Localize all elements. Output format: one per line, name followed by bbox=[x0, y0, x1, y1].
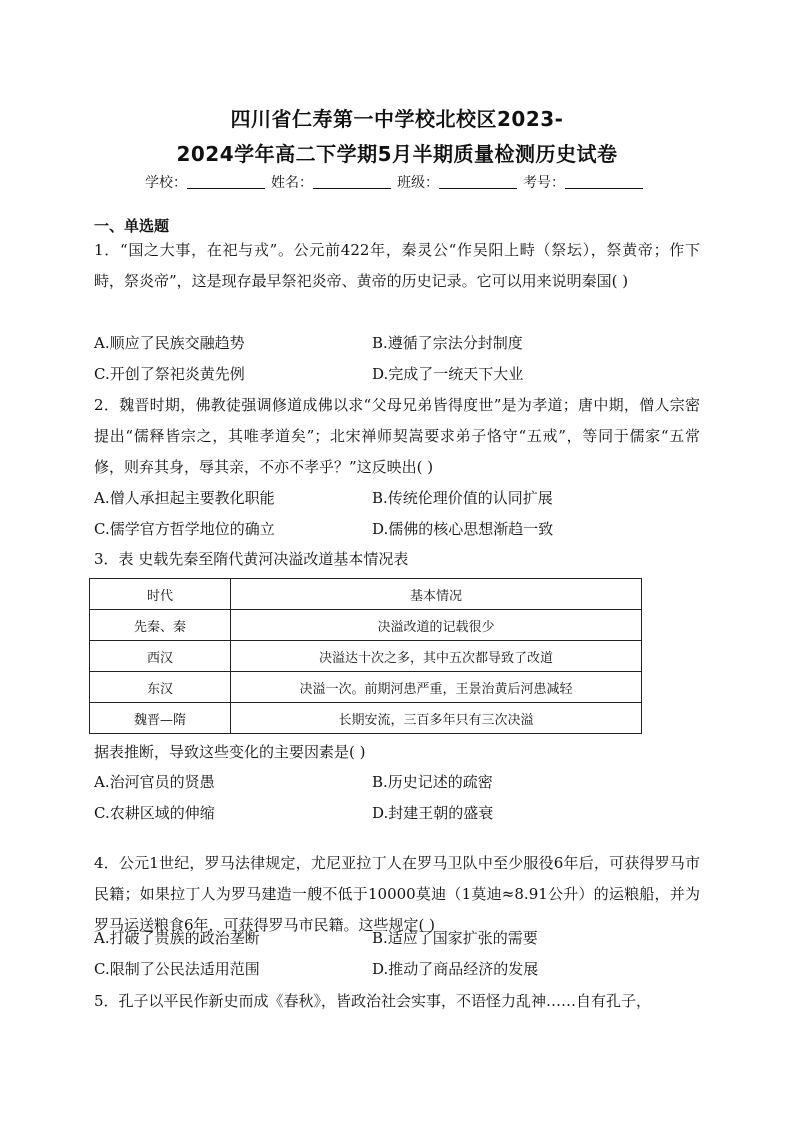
q1-option-a: A.顺应了民族交融趋势 bbox=[94, 334, 245, 352]
q1-option-d: D.完成了一统天下大业 bbox=[372, 365, 524, 383]
student-info-line bbox=[0, 172, 794, 192]
class-label: 班级： bbox=[397, 175, 439, 191]
exam-no-label: 考号： bbox=[523, 175, 565, 191]
table-cell: 西汉 bbox=[90, 641, 231, 672]
table-row bbox=[90, 672, 642, 703]
question-2-text: 2．魏晋时期，佛教徒强调修道成佛以求“父母兄弟皆得度世”是为孝道；唐中期，僧人宗密提出“儒释皆宗之，其唯孝道矣”；北宋禅师契嵩要求弟子恪守“五戒”，等同于儒家“五常修，则弃其身，辱其亲，不亦不孝乎？”这反映出( ) bbox=[94, 396, 700, 476]
table-cell: 东汉 bbox=[90, 672, 231, 703]
q2-option-c: C.儒学官方哲学地位的确立 bbox=[94, 520, 275, 538]
q3-option-b: B.历史记述的疏密 bbox=[372, 773, 493, 791]
table-header-row bbox=[90, 579, 642, 610]
table-header-cell: 时代 bbox=[90, 579, 231, 610]
table-row bbox=[90, 703, 642, 734]
table-cell: 决溢改道的记载很少 bbox=[231, 610, 642, 641]
q4-option-d: D.推动了商品经济的发展 bbox=[372, 960, 539, 978]
table-row bbox=[90, 610, 642, 641]
q3-option-c: C.农耕区域的伸缩 bbox=[94, 804, 215, 822]
q1-option-c: C.开创了祭祀炎黄先例 bbox=[94, 365, 245, 383]
table-cell: 决溢一次。前期河患严重，王景治黄后河患减轻 bbox=[231, 672, 642, 703]
exam-title-line2: 2024学年高二下学期5月半期质量检测历史试卷 bbox=[176, 142, 618, 166]
q2-option-a: A.僧人承担起主要教化职能 bbox=[94, 489, 275, 507]
name-blank bbox=[313, 174, 391, 189]
exam-title-line1: 四川省仁寿第一中学校北校区2023- bbox=[230, 107, 564, 131]
question-5-text: 5．孔子以平民作新史而成《春秋》，皆政治社会实事，不语怪力乱神……自有孔子， bbox=[94, 992, 652, 1010]
table-row bbox=[90, 641, 642, 672]
section-heading: 一、单选题 bbox=[94, 217, 170, 235]
exam-no-blank bbox=[565, 174, 643, 189]
river-table bbox=[89, 578, 642, 734]
school-blank bbox=[187, 174, 265, 189]
q3-option-a: A.治河官员的贤愚 bbox=[94, 773, 215, 791]
q2-option-d: D.儒佛的核心思想渐趋一致 bbox=[372, 520, 554, 538]
question-3-text: 3．表 史载先秦至隋代黄河决溢改道基本情况表 bbox=[94, 550, 409, 568]
q2-option-b: B.传统伦理价值的认同扩展 bbox=[372, 489, 553, 507]
table-cell: 魏晋—隋 bbox=[90, 703, 231, 734]
q4-option-c: C.限制了公民法适用范围 bbox=[94, 960, 260, 978]
q1-option-b: B.遵循了宗法分封制度 bbox=[372, 334, 523, 352]
q4-option-b: B.适应了国家扩张的需要 bbox=[372, 929, 538, 947]
question-1-text: 1．“国之大事，在祀与戎”。公元前422年，秦灵公“作吴阳上畤（祭坛），祭黄帝；作下畤，祭炎帝”，这是现存最早祭祀炎帝、黄帝的历史记录。它可以用来说明秦国( ) bbox=[94, 241, 700, 290]
name-label: 姓名： bbox=[271, 175, 313, 191]
table-header-cell: 基本情况 bbox=[231, 579, 642, 610]
class-blank bbox=[439, 174, 517, 189]
table-cell: 长期安流，三百多年只有三次决溢 bbox=[231, 703, 642, 734]
question-3-prompt: 据表推断，导致这些变化的主要因素是( ) bbox=[94, 743, 366, 761]
q4-option-a: A.打破了贵族的政治垄断 bbox=[94, 929, 260, 947]
q3-option-d: D.封建王朝的盛衰 bbox=[372, 804, 494, 822]
table-cell: 决溢达十次之多，其中五次都导致了改道 bbox=[231, 641, 642, 672]
table-cell: 先秦、秦 bbox=[90, 610, 231, 641]
school-label: 学校： bbox=[145, 175, 187, 191]
question-4-text: 4．公元1世纪，罗马法律规定，尤尼亚拉丁人在罗马卫队中至少服役6年后，可获得罗马市民籍；如果拉丁人为罗马建造一艘不低于10000莫迪（1莫迪≈8.91公升）的运粮船，并为罗马运送粮食6年，可获得罗马市民籍。这些规定( ) bbox=[94, 854, 700, 934]
